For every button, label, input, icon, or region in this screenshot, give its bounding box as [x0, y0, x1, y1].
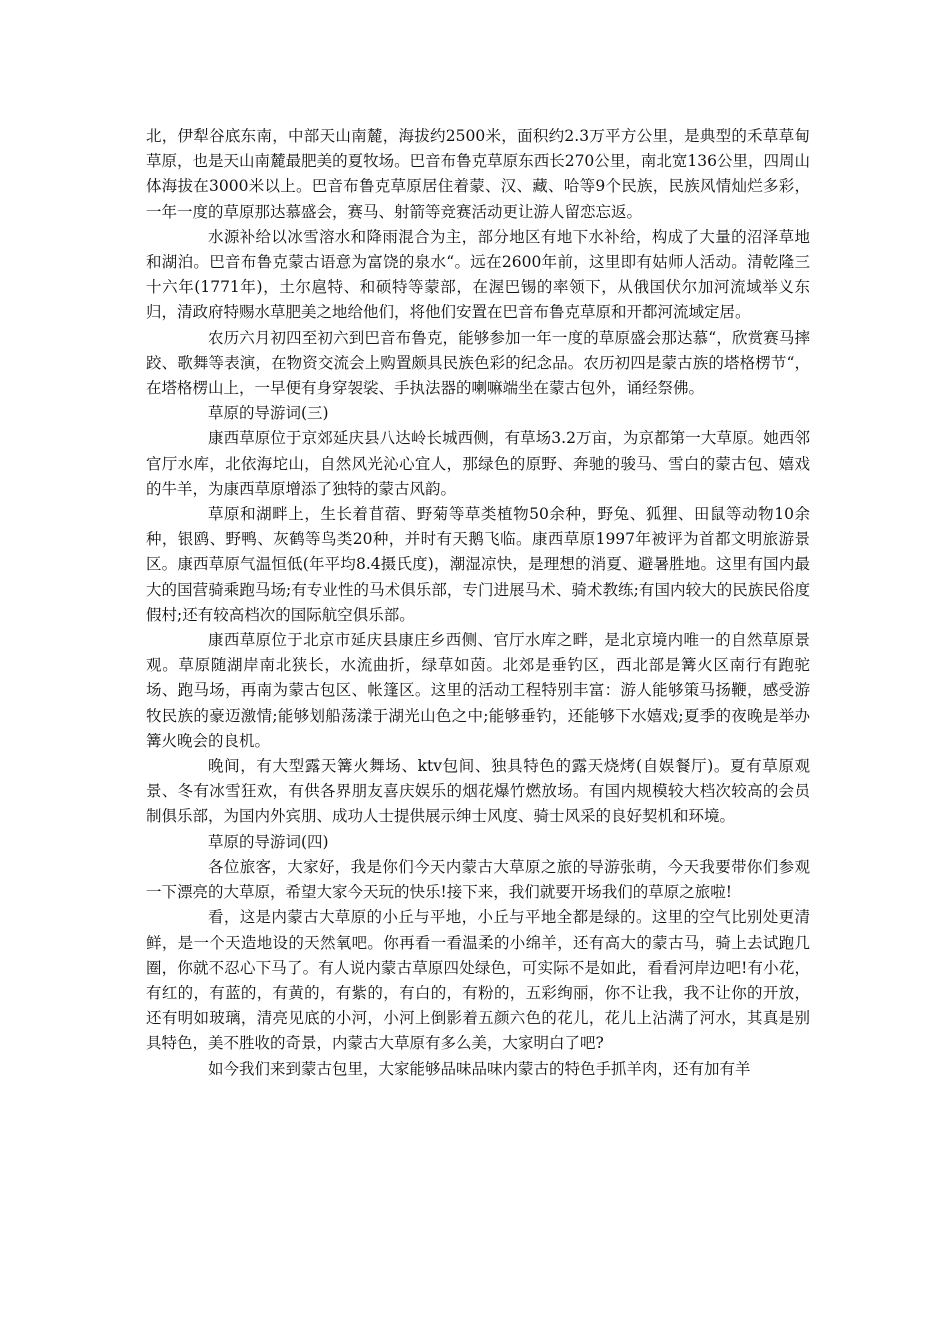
paragraph-2: 水源补给以冰雪溶水和降雨混合为主，部分地区有地下水补给，构成了大量的沼泽草地和湖泊。巴音布鲁克蒙古语意为富饶的泉水“。远在2600年前，这里即有姑师人活动。清乾隆三十六年(1771年)，土尔扈特、和硕特等蒙部，在渥巴锡的率领下，从俄国伏尔加河流域举义东归，清政府特赐水草肥美之地给他们，将他们安置在巴音布鲁克草原和开都河流域定居。 — [146, 227, 810, 322]
paragraph-1: 北，伊犁谷底东南，中部天山南麓，海拔约2500米，面积约2.3万平方公里，是典型的禾草草甸草原，也是天山南麓最肥美的夏牧场。巴音布鲁克草原东西长270公里，南北宽136公里，四周山体海拔在3000米以上。巴音布鲁克草原居住着蒙、汉、藏、哈等9个民族，民族风情灿烂多彩，一年一度的草原那达慕盛会，赛马、射箭等竞赛活动更让游人留恋忘返。 — [146, 127, 810, 221]
paragraph-10: 如今我们来到蒙古包里，大家能够品味品味内蒙古的特色手抓羊肉，还有加有羊 — [208, 1059, 751, 1078]
section-heading-4: 草原的导游词(四) — [208, 832, 329, 851]
paragraph-3: 农历六月初四至初六到巴音布鲁克，能够参加一年一度的草原盛会那达慕“，欣赏赛马摔跤、歌舞等表演，在物资交流会上购置颇具民族色彩的纪念品。农历初四是蒙古族的塔格楞节“，在塔格楞山上，一早便有身穿袈裟、手执法器的喇嘛端坐在蒙古包外，诵经祭佛。 — [146, 328, 810, 398]
document-page — [146, 124, 810, 1082]
paragraph-7: 晚间，有大型露天篝火舞场、ktv包间、独具特色的露天烧烤(自娱餐厅)。夏有草原观景、冬有冰雪狂欢，有供各界朋友喜庆娱乐的烟花爆竹燃放场。有国内规模较大档次较高的会员制俱乐部，为国内外宾朋、成功人士提供展示绅士风度、骑士风采的良好契机和环境。 — [146, 757, 810, 826]
paragraph-5: 草原和湖畔上，生长着苜蓿、野菊等草类植物50余种，野兔、狐狸、田鼠等动物10余种，银鸥、野鸭、灰鹤等鸟类20种，并时有天鹅飞临。康西草原1997年被评为首都文明旅游景区。康西草原气温恒低(年平均8.4摄氏度)，潮湿凉快，是理想的消夏、避暑胜地。这里有国内最大的国营骑乘跑马场;有专业性的马术俱乐部，专门进展马术、骑术教练;有国内较大的民族民俗度假村;还有较高档次的国际航空俱乐部。 — [146, 505, 810, 624]
paragraph-9: 看，这是内蒙古大草原的小丘与平地，小丘与平地全都是绿的。这里的空气比别处更清鲜，是一个天造地设的天然氧吧。你再看一看温柔的小绵羊，还有高大的蒙古马，骑上去试跑几圈，你就不忍心下马了。有人说内蒙古草原四处绿色，可实际不是如此，看看河岸边吧!有小花，有红的，有蓝的，有黄的，有紫的，有白的，有粉的，五彩绚丽，你不让我，我不让你的开放，还有明如玻璃，清亮见底的小河，小河上倒影着五颜六色的花儿，花儿上沾满了河水，其真是别具特色，美不胜收的奇景，内蒙古大草原有多么美，大家明白了吧? — [146, 908, 810, 1053]
paragraph-8: 各位旅客，大家好，我是你们今天内蒙古大草原之旅的导游张萌，今天我要带你们参观一下漂亮的大草原，希望大家今天玩的快乐!接下来，我们就要开场我们的草原之旅啦! — [146, 857, 810, 902]
paragraph-6: 康西草原位于北京市延庆县康庄乡西侧、官厅水库之畔，是北京境内唯一的自然草原景观。草原随湖岸南北狭长，水流曲折，绿草如茵。北郊是垂钓区，西北部是篝火区南行有跑驼场、跑马场，再南为蒙古包区、帐篷区。这里的活动工程特别丰富：游人能够策马扬鞭，感受游牧民族的豪迈激情;能够划船荡漾于湖光山色之中;能够垂钓，还能够下水嬉戏;夏季的夜晚是举办篝火晚会的良机。 — [146, 631, 810, 750]
paragraph-4: 康西草原位于京郊延庆县八达岭长城西侧，有草场3.2万亩，为京都第一大草原。她西邻官厅水库，北依海坨山，自然风光沁心宜人，那绿色的原野、奔驰的骏马、雪白的蒙古包、嬉戏的牛羊，为康西草原增添了独特的蒙古风韵。 — [146, 429, 810, 498]
section-heading-3: 草原的导游词(三) — [208, 404, 329, 423]
